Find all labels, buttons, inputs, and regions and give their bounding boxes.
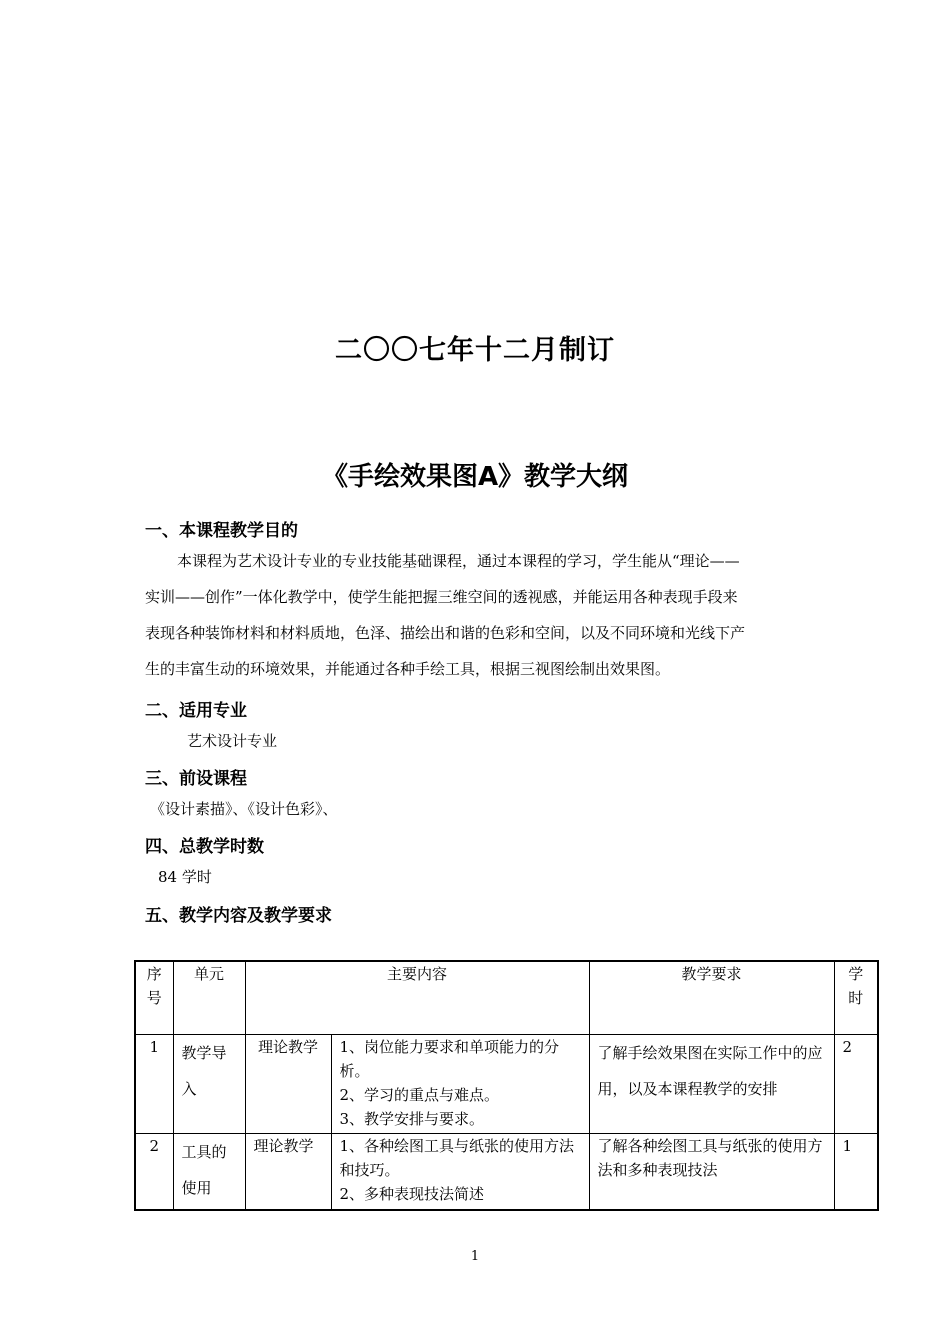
section-2-text: 艺术设计专业 bbox=[187, 732, 278, 750]
header-requirement: 教学要求 bbox=[589, 961, 834, 1034]
section-3-text: 《设计素描》、《设计色彩》、 bbox=[150, 800, 338, 818]
page-number: 1 bbox=[470, 1249, 480, 1264]
row-no: 2 bbox=[135, 1133, 173, 1210]
table-row bbox=[135, 1034, 878, 1133]
header-no: 序号 bbox=[135, 961, 173, 1034]
section-heading-3: 三、前设课程 bbox=[145, 769, 247, 789]
table-row bbox=[135, 1133, 878, 1210]
paragraph-line: 生的丰富生动的环境效果，并能通过各种手绘工具，根据三视图绘制出效果图。 bbox=[145, 660, 671, 678]
date-line: 二〇〇七年十二月制订 bbox=[335, 335, 615, 366]
section-1-paragraph bbox=[145, 543, 815, 687]
row-unit: 教学导入 bbox=[173, 1034, 245, 1133]
header-hours: 学时 bbox=[834, 961, 878, 1034]
table-header-row bbox=[135, 961, 878, 1034]
paragraph-line: 实训——创作”一体化教学中，使学生能把握三维空间的透视感，并能运用各种表现手段来 bbox=[145, 588, 738, 606]
row-requirement: 了解手绘效果图在实际工作中的应用，以及本课程教学的安排 bbox=[589, 1034, 834, 1133]
row-hours: 1 bbox=[834, 1133, 878, 1210]
header-unit: 单元 bbox=[173, 961, 245, 1034]
header-content: 主要内容 bbox=[245, 961, 589, 1034]
section-heading-4: 四、总教学时数 bbox=[145, 837, 264, 857]
section-heading-5: 五、教学内容及教学要求 bbox=[145, 906, 332, 926]
section-heading-2: 二、适用专业 bbox=[145, 701, 247, 721]
row-requirement: 了解各种绘图工具与纸张的使用方法和多种表现技法 bbox=[589, 1133, 834, 1210]
paragraph-line: 本课程为艺术设计专业的专业技能基础课程，通过本课程的学习，学生能从“理论—— bbox=[177, 552, 740, 570]
paragraph-line: 表现各种装饰材料和材料质地，色泽、描绘出和谐的色彩和空间，以及不同环境和光线下产 bbox=[145, 624, 746, 642]
row-no: 1 bbox=[135, 1034, 173, 1133]
row-hours: 2 bbox=[834, 1034, 878, 1133]
row-content: 1、岗位能力要求和单项能力的分析。 2、学习的重点与难点。 3、教学安排与要求。 bbox=[331, 1034, 589, 1133]
section-heading-1: 一、本课程教学目的 bbox=[145, 521, 298, 541]
row-type: 理论教学 bbox=[245, 1034, 331, 1133]
syllabus-table bbox=[134, 960, 879, 1211]
section-4-text: 84 学时 bbox=[158, 868, 212, 886]
document-title: 《手绘效果图A》教学大纲 bbox=[321, 462, 629, 492]
row-unit: 工具的使用 bbox=[173, 1133, 245, 1210]
row-content: 1、各种绘图工具与纸张的使用方法和技巧。 2、多种表现技法简述 bbox=[331, 1133, 589, 1210]
row-type: 理论教学 bbox=[245, 1133, 331, 1210]
